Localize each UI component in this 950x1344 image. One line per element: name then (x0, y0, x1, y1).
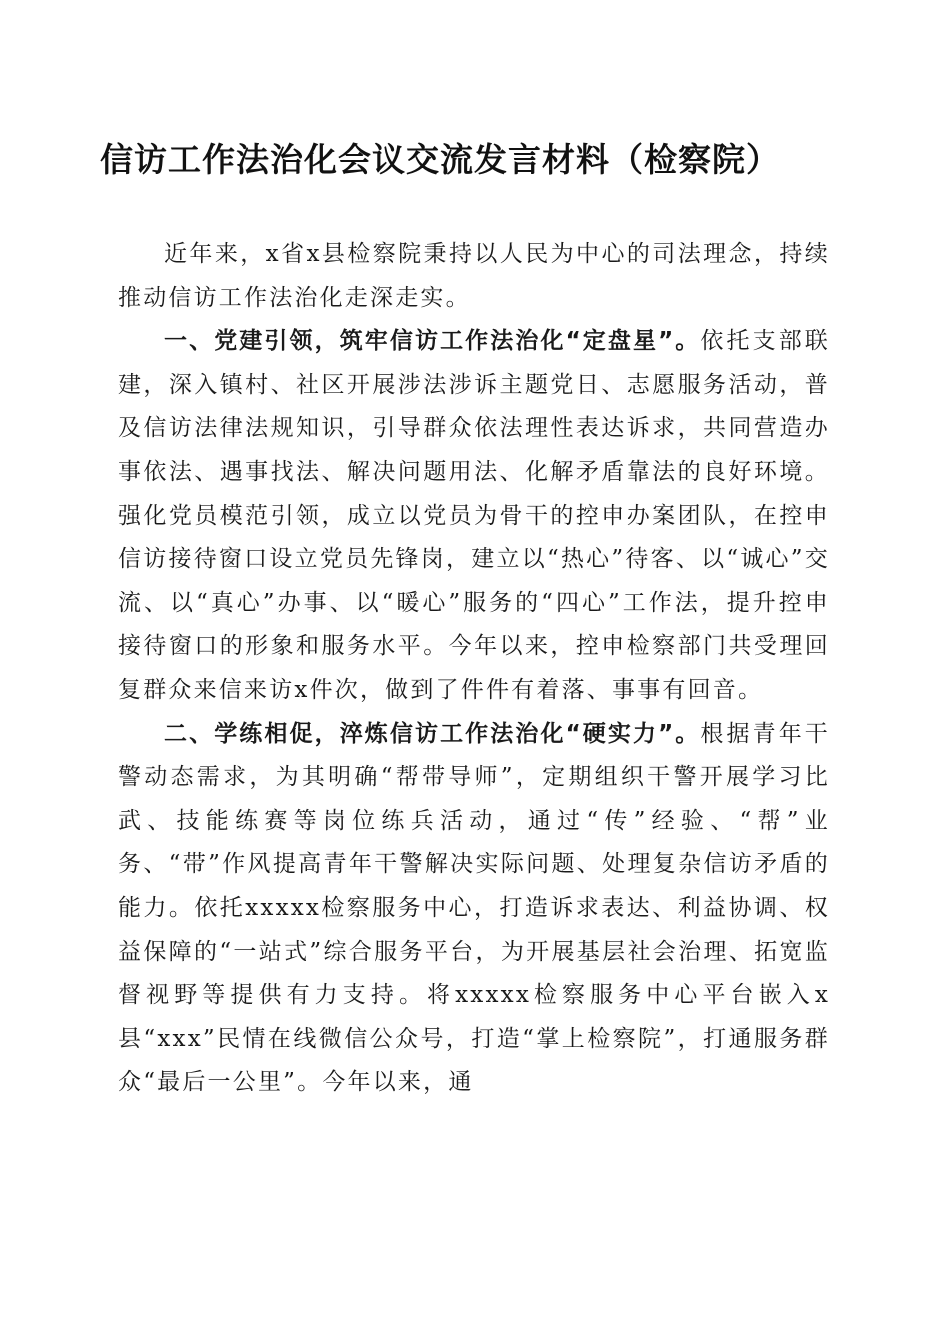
document-body (118, 233, 830, 1105)
section-paragraph-1 (118, 320, 830, 712)
section-paragraph-2 (118, 713, 830, 1105)
document-title: 信访工作法治化会议交流发言材料（检察院） (100, 140, 780, 179)
intro-paragraph: 近年来，x省x县检察院秉持以人民为中心的司法理念，持续推动信访工作法治化走深走实。 (118, 241, 830, 311)
section-body-1: 依托支部联建，深入镇村、社区开展涉法涉诉主题党日、志愿服务活动，普及信访法律法规知识，引导群众依法理性表达诉求，共同营造办事依法、遇事找法、解决问题用法、化解矛盾靠法的良好环境。强化党员模范引领，成立以党员为骨干的控申办案团队，在控申信访接待窗口设立党员先锋岗，建立以“热心”待客、以“诚心”交流、以“真心”办事、以“暖心”服务的“四心”工作法，提升控申接待窗口的形象和服务水平。今年以来，控申检察部门共受理回复群众来信来访x件次，做到了件件有着落、事事有回音。 (118, 328, 830, 703)
section-body-2: 根据青年干警动态需求，为其明确“帮带导师”，定期组织干警开展学习比武、技能练赛等岗位练兵活动，通过“传”经验、“帮”业务、“带”作风提高青年干警解决实际问题、处理复杂信访矛盾的能力。依托xxxxx检察服务中心，打造诉求表达、利益协调、权益保障的“一站式”综合服务平台，为开展基层社会治理、拓宽监督视野等提供有力支持。将xxxxx检察服务中心平台嵌入x县“xxx”民情在线微信公众号，打造“掌上检察院”，打通服务群众“最后一公里”。今年以来，通 (118, 720, 830, 1096)
section-heading-1: 一、党建引领，筑牢信访工作法治化“定盘星”。 (164, 328, 701, 355)
section-heading-2: 二、学练相促，淬炼信访工作法治化“硬实力”。 (164, 720, 701, 747)
